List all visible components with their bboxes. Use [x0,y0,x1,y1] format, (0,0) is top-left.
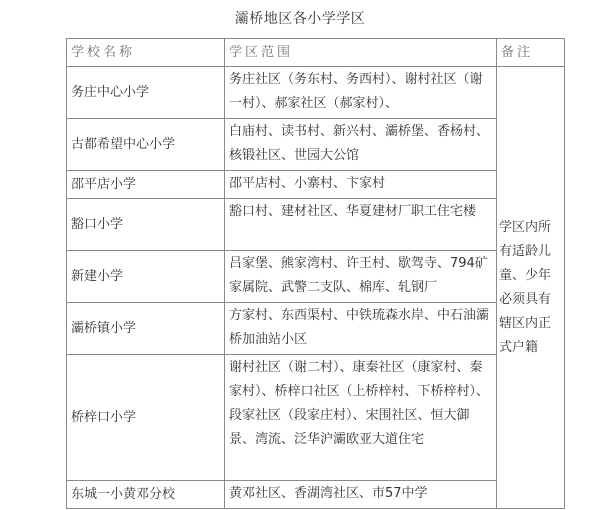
header-note: 备注 [497,39,565,67]
table-row [67,119,565,171]
school-name: 桥梓口小学 [67,355,225,481]
school-name: 豁口小学 [67,199,225,251]
school-name: 古都希望中心小学 [67,119,225,171]
table-row [67,67,565,119]
district-scope: 方家村、东西渠村、中铁琉森水岸、中石油灞桥加油站小区 [225,303,497,355]
table-header-row [67,39,565,67]
table-row [67,481,565,509]
school-name: 务庄中心小学 [67,67,225,119]
table-row [67,355,565,481]
page-title: 灞桥地区各小学学区 [234,11,366,27]
district-scope: 务庄社区（务东村、务西村）、谢村社区（谢一村）、郝家社区（郝家村）、 [225,67,497,119]
school-district-table [66,38,565,509]
district-scope: 谢村社区（谢二村）、康秦社区（康家村、秦家村）、桥梓口社区（上桥梓村、下桥梓村）、段家社区（段家庄村）、宋围社区、恒大御景、湾流、泛华沪灞欧亚大道住宅 [225,355,497,481]
district-scope: 吕家堡、熊家湾村、许王村、歇驾寺、794矿家属院、武警二支队、棉库、轧钢厂 [225,251,497,303]
note-cell: 学区内所有适龄儿童、少年必须具有辖区内正式户籍 [497,67,565,509]
table-row [67,251,565,303]
district-scope: 黄邓社区、香湖湾社区、市57中学 [225,481,497,509]
school-name: 新建小学 [67,251,225,303]
header-school: 学校名称 [67,39,225,67]
district-scope: 白庙村、读书村、新兴村、灞桥堡、香杨村、核锻社区、世园大公馆 [225,119,497,171]
table-row [67,199,565,251]
school-name: 邵平店小学 [67,171,225,199]
school-name: 灞桥镇小学 [67,303,225,355]
header-scope: 学区范围 [225,39,497,67]
district-scope: 邵平店村、小寨村、卞家村 [225,171,497,199]
district-scope: 豁口村、建材社区、华夏建材厂职工住宅楼 [225,199,497,251]
school-name: 东城一小黄邓分校 [67,481,225,509]
table-row [67,171,565,199]
table-row [67,303,565,355]
